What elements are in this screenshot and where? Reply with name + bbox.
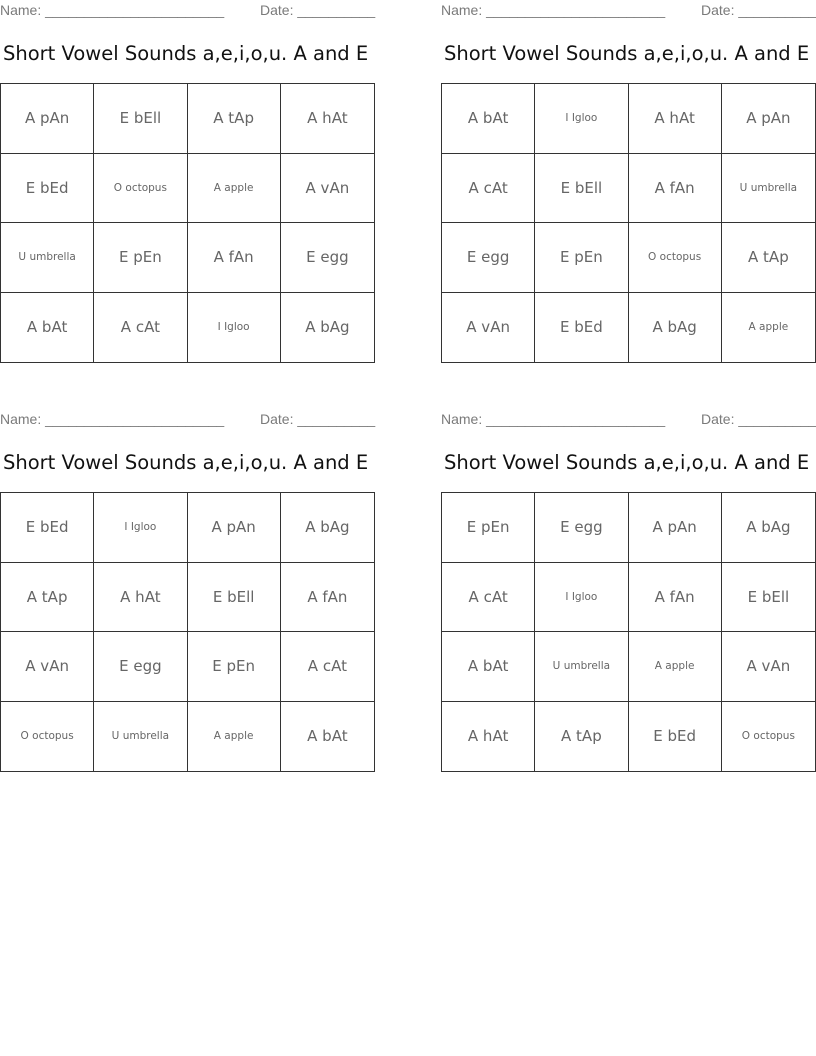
- bingo-cell: E pEn: [535, 223, 628, 293]
- bingo-cell: A fAn: [188, 223, 281, 293]
- card-title: Short Vowel Sounds a,e,i,o,u. A and E: [444, 451, 810, 474]
- bingo-cell: O octopus: [741, 730, 795, 743]
- bingo-cell: E egg: [281, 223, 374, 293]
- bingo-grid: [441, 83, 816, 363]
- bingo-cell: A bAt: [442, 632, 535, 702]
- bingo-cell: A tAp: [722, 223, 815, 293]
- card-title: Short Vowel Sounds a,e,i,o,u. A and E: [444, 42, 810, 65]
- card-title: Short Vowel Sounds a,e,i,o,u. A and E: [3, 42, 369, 65]
- bingo-cell: E bEll: [188, 563, 281, 633]
- bingo-cell: A apple: [629, 632, 722, 702]
- date-field: Date: __________: [701, 411, 816, 427]
- bingo-cell: I Igloo: [535, 563, 628, 633]
- bingo-cell: U umbrella: [94, 702, 187, 772]
- bingo-cell: E pEn: [442, 493, 535, 563]
- bingo-cell: A hAt: [281, 84, 374, 154]
- bingo-cell: O octopus: [1, 702, 94, 772]
- name-field: Name: _______________________: [0, 2, 225, 18]
- date-field: Date: __________: [260, 2, 376, 18]
- bingo-cell: E bEll: [535, 154, 628, 224]
- bingo-cell: E bEd: [1, 493, 94, 563]
- name-field: Name: _______________________: [0, 411, 225, 427]
- bingo-cell: A tAp: [535, 702, 628, 772]
- bingo-cell: A vAn: [1, 632, 94, 702]
- bingo-cell: A apple: [188, 154, 281, 224]
- bingo-cell: A fAn: [281, 563, 374, 633]
- bingo-cell: A fAn: [629, 154, 722, 224]
- bingo-cell: A vAn: [281, 154, 374, 224]
- bingo-cell: E bEd: [1, 154, 94, 224]
- bingo-cell: A bAg: [281, 493, 374, 563]
- bingo-cell: U umbrella: [1, 223, 94, 293]
- bingo-cell: A bAt: [307, 727, 348, 746]
- card-title: Short Vowel Sounds a,e,i,o,u. A and E: [3, 451, 369, 474]
- bingo-cell: A cAt: [281, 632, 374, 702]
- bingo-cell: A pAn: [188, 493, 281, 563]
- bingo-card-4: [441, 409, 816, 774]
- bingo-cell: I Igloo: [94, 493, 187, 563]
- bingo-cell: E pEn: [94, 223, 187, 293]
- name-field: Name: _______________________: [441, 411, 666, 427]
- bingo-cell: A pAn: [1, 84, 94, 154]
- bingo-cell: I Igloo: [188, 293, 281, 363]
- bingo-cell: A bAg: [629, 293, 722, 363]
- bingo-cell: A cAt: [442, 563, 535, 633]
- bingo-cell: A tAp: [1, 563, 94, 633]
- bingo-cell: A hAt: [629, 84, 722, 154]
- bingo-grid: [0, 83, 375, 363]
- bingo-cell: A cAt: [94, 293, 187, 363]
- bingo-card-3: [0, 409, 375, 774]
- bingo-cell: A pAn: [722, 84, 815, 154]
- bingo-cell: A bAt: [442, 84, 535, 154]
- bingo-card-2: [441, 0, 816, 365]
- bingo-cell: E bEd: [629, 702, 722, 772]
- bingo-cell: A vAn: [442, 293, 535, 363]
- bingo-cell: I Igloo: [535, 84, 628, 154]
- bingo-grid: [441, 492, 816, 772]
- bingo-cell: A hAt: [442, 702, 535, 772]
- name-field: Name: _______________________: [441, 2, 666, 18]
- bingo-cell: E egg: [535, 493, 628, 563]
- bingo-cell: U umbrella: [722, 154, 815, 224]
- bingo-card-1: [0, 0, 375, 365]
- bingo-cell: U umbrella: [535, 632, 628, 702]
- bingo-cell: A apple: [748, 321, 789, 334]
- bingo-cell: A bAg: [722, 493, 815, 563]
- bingo-cell: A bAt: [1, 293, 94, 363]
- bingo-cell: E bEd: [535, 293, 628, 363]
- bingo-cell: A vAn: [722, 632, 815, 702]
- bingo-cell: A tAp: [188, 84, 281, 154]
- bingo-cell: A apple: [188, 702, 281, 772]
- bingo-cell: E pEn: [188, 632, 281, 702]
- date-field: Date: __________: [701, 2, 816, 18]
- bingo-grid: [0, 492, 375, 772]
- bingo-cell: O octopus: [629, 223, 722, 293]
- bingo-cell: O octopus: [94, 154, 187, 224]
- date-field: Date: __________: [260, 411, 376, 427]
- bingo-cell: A bAg: [305, 318, 350, 337]
- bingo-cell: E egg: [94, 632, 187, 702]
- bingo-cell: E bEll: [94, 84, 187, 154]
- bingo-cell: E bEll: [722, 563, 815, 633]
- bingo-cell: A fAn: [629, 563, 722, 633]
- bingo-cell: A pAn: [629, 493, 722, 563]
- bingo-cell: A hAt: [94, 563, 187, 633]
- bingo-cell: E egg: [442, 223, 535, 293]
- bingo-cell: A cAt: [442, 154, 535, 224]
